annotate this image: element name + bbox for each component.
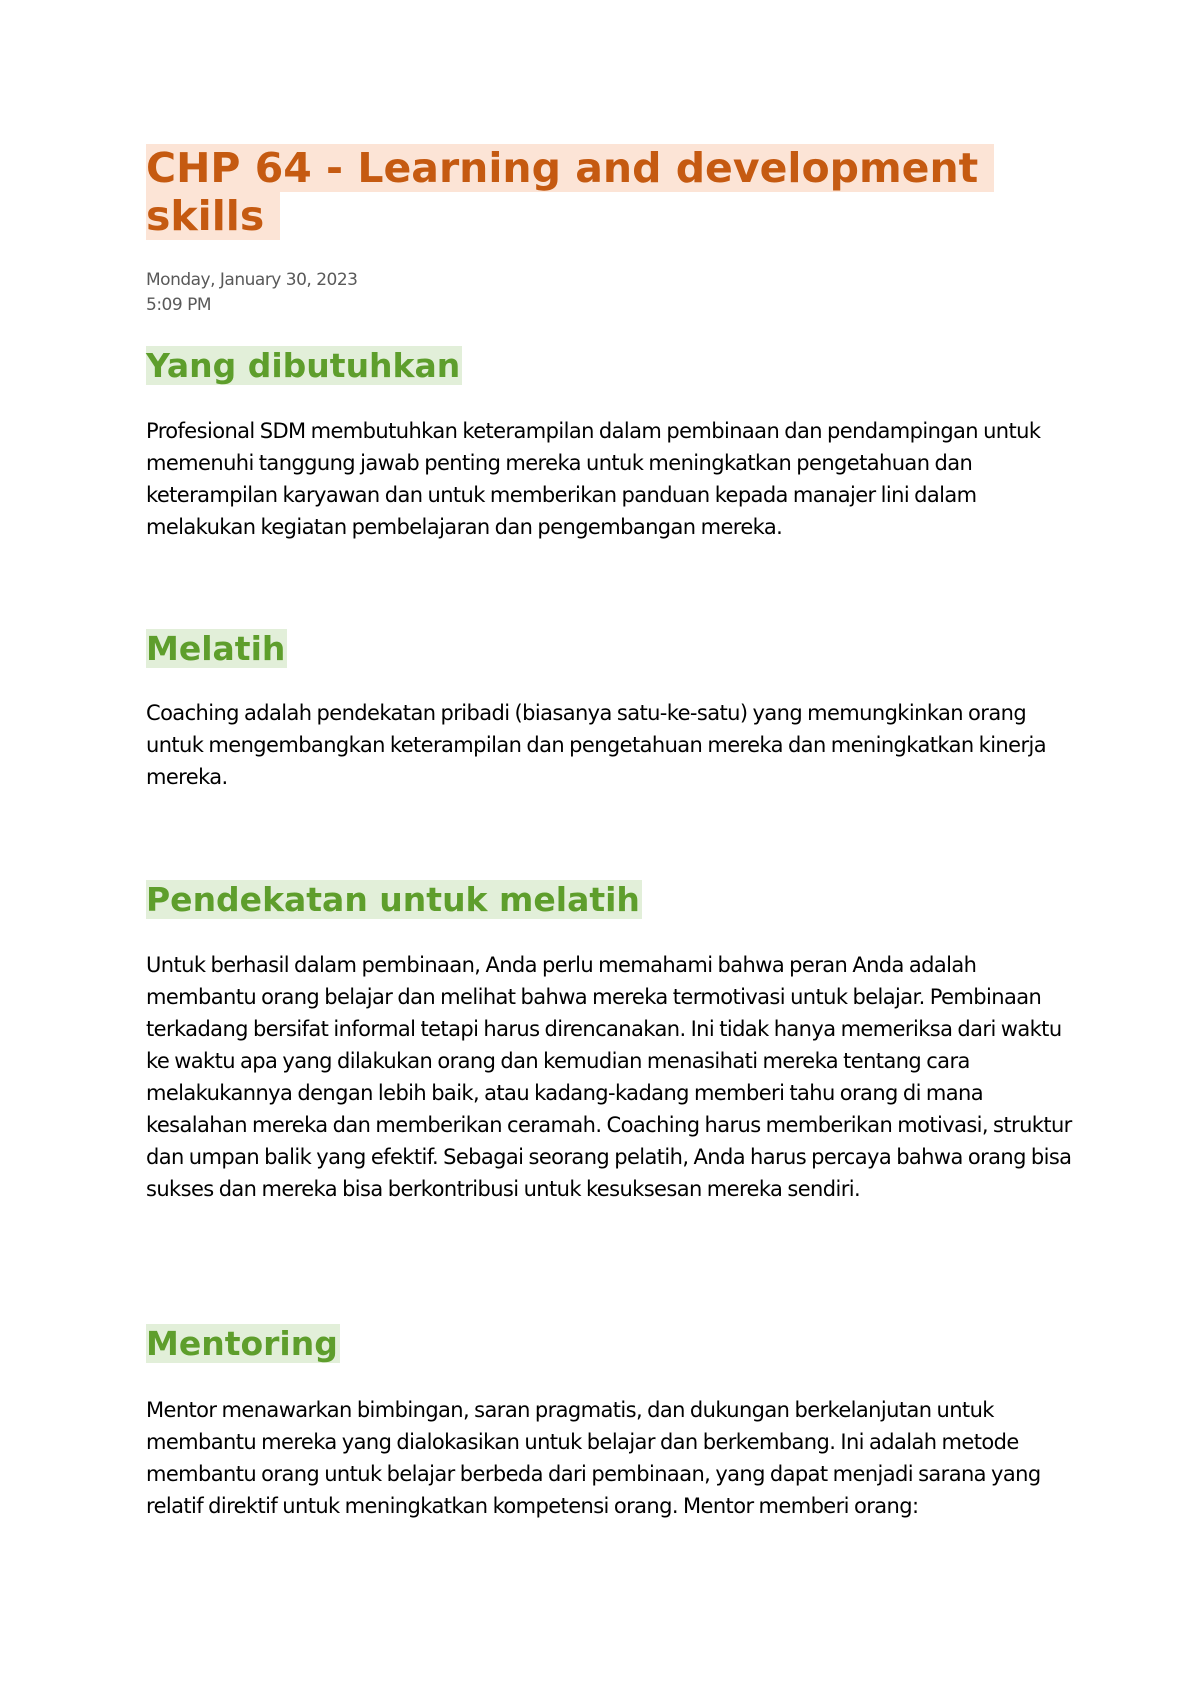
section-heading-melatih: Melatih bbox=[146, 629, 286, 668]
section-heading-pendekatan-untuk-melatih: Pendekatan untuk melatih bbox=[146, 880, 640, 919]
section-body-yang-dibutuhkan: Profesional SDM membutuhkan keterampilan dalam pembinaan dan pendampingan untuk memenuhi tanggung jawab penting mereka untuk meningkatkan pengetahuan dan keterampilan karyawan dan untuk memberikan panduan kepada manajer lini dalam melakukan kegiatan pembelajaran dan pengembangan mereka. bbox=[146, 419, 1041, 539]
page-date: Monday, January 30, 2023 bbox=[146, 270, 358, 290]
section-heading-mentoring: Mentoring bbox=[146, 1324, 338, 1363]
section-heading-yang-dibutuhkan: Yang dibutuhkan bbox=[146, 346, 461, 385]
page-time: 5:09 PM bbox=[146, 295, 211, 315]
section-body-pendekatan-untuk-melatih: Untuk berhasil dalam pembinaan, Anda perlu memahami bahwa peran Anda adalah membantu orang belajar dan melihat bahwa mereka termotivasi untuk belajar. Pembinaan terkadang bersifat informal tetapi harus direncanakan. Ini tidak hanya memeriksa dari waktu ke waktu apa yang dilakukan orang dan kemudian menasihati mereka tentang cara melakukannya dengan lebih baik, atau kadang-kadang memberi tahu orang di mana kesalahan mereka dan memberikan ceramah. Coaching harus memberikan motivasi, struktur dan umpan balik yang efektif. Sebagai seorang pelatih, Anda harus percaya bahwa orang bisa sukses dan mereka bisa berkontribusi untuk kesuksesan mereka sendiri. bbox=[146, 953, 1072, 1201]
section-body-melatih: Coaching adalah pendekatan pribadi (biasanya satu-ke-satu) yang memungkinkan orang untuk mengembangkan keterampilan dan pengetahuan mereka dan meningkatkan kinerja mereka. bbox=[146, 701, 1046, 789]
page-title bbox=[146, 144, 996, 240]
page-title-text: CHP 64 - Learning and development skills bbox=[146, 144, 994, 240]
section-body-mentoring: Mentor menawarkan bimbingan, saran pragmatis, dan dukungan berkelanjutan untuk membantu mereka yang dialokasikan untuk belajar dan berkembang. Ini adalah metode membantu orang untuk belajar berbeda dari pembinaan, yang dapat menjadi sarana yang relatif direktif untuk meningkatkan kompetensi orang. Mentor memberi orang: bbox=[146, 1398, 1041, 1518]
